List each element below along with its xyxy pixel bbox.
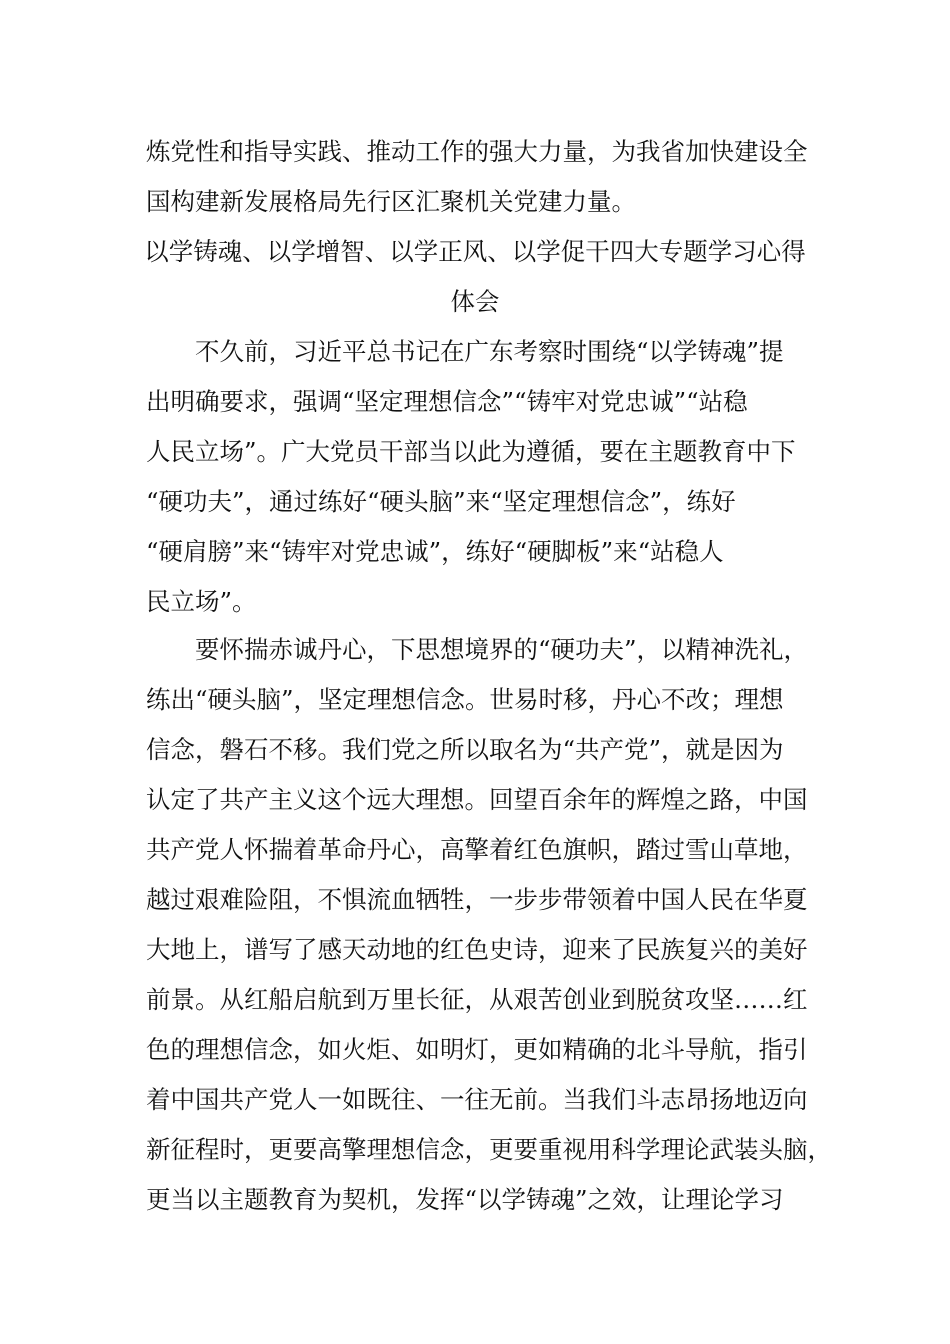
paragraph-line: 更当以主题教育为契机，发挥“以学铸魂”之效，让理论学习	[146, 1185, 784, 1214]
paragraph-line: 新征程时，更要高擎理想信念，更要重视用科学理论武装头脑，	[146, 1135, 832, 1164]
paragraph-line: 共产党人怀揣着革命丹心，高擎着红色旗帜，踏过雪山草地，	[146, 835, 808, 864]
paragraph-line: 不久前，习近平总书记在广东考察时围绕“以学铸魂”提	[146, 337, 784, 366]
paragraph-line: 练出“硬头脑”，坚定理想信念。世易时移，丹心不改；理想	[146, 685, 784, 714]
paragraph-line: 大地上，谱写了感天动地的红色史诗，迎来了民族复兴的美好	[146, 935, 808, 964]
intro-line: 炼党性和指导实践、推动工作的强大力量，为我省加快建设全	[146, 137, 808, 166]
paragraph-line: 要怀揣赤诚丹心，下思想境界的“硬功夫”，以精神洗礼，	[146, 635, 809, 664]
document-title-line: 体会	[450, 287, 500, 316]
paragraph-line: 人民立场”。广大党员干部当以此为遵循，要在主题教育中下	[146, 437, 796, 466]
paragraph-line: 着中国共产党人一如既往、一往无前。当我们斗志昂扬地迈向	[146, 1085, 808, 1114]
paragraph-line: 认定了共产主义这个远大理想。回望百余年的辉煌之路，中国	[146, 785, 808, 814]
paragraph-line: “硬肩膀”来“铸牢对党忠诚”，练好“硬脚板”来“站稳人	[146, 537, 724, 566]
paragraph-line: “硬功夫”，通过练好“硬头脑”来“坚定理想信念”，练好	[146, 487, 736, 516]
document-title-line: 以学铸魂、以学增智、以学正风、以学促干四大专题学习心得	[144, 237, 806, 266]
intro-line: 国构建新发展格局先行区汇聚机关党建力量。	[146, 187, 636, 216]
paragraph-line: 越过艰难险阻，不惧流血牺牲，一步步带领着中国人民在华夏	[146, 885, 808, 914]
paragraph-line: 色的理想信念，如火炬、如明灯，更如精确的北斗导航，指引	[146, 1035, 808, 1064]
paragraph-line: 信念，磐石不移。我们党之所以取名为“共产党”，就是因为	[146, 735, 784, 764]
paragraph-line: 民立场”。	[146, 587, 257, 616]
paragraph-line: 前景。从红船启航到万里长征，从艰苦创业到脱贫攻坚……红	[146, 985, 808, 1014]
paragraph-line: 出明确要求，强调“坚定理想信念”“铸牢对党忠诚”“站稳	[146, 387, 748, 416]
